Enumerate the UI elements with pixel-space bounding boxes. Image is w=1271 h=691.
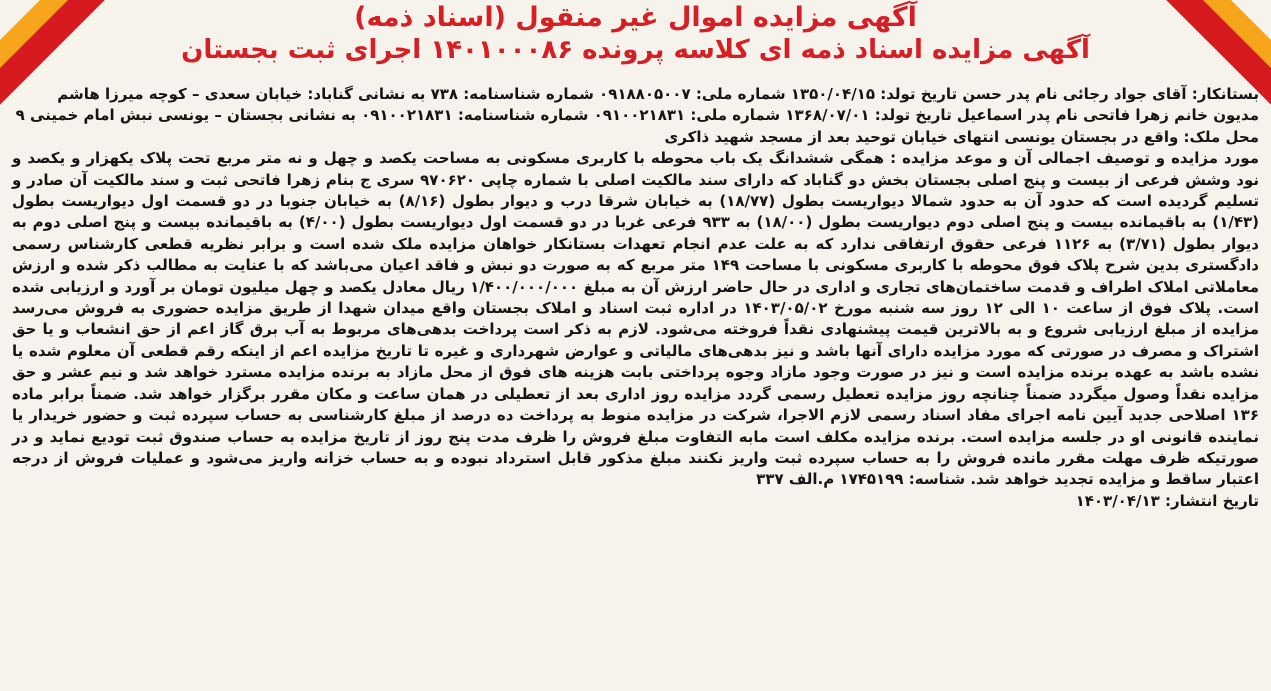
publication-date: تاریخ انتشار: ۱۴۰۳/۰۴/۱۳ [1075,491,1259,510]
notice-body [12,84,1259,683]
auction-description: مورد مزایده و توصیف اجمالی آن و موعد مزایده : همگی ششدانگ یک باب محوطه با کاربری مسکونی به مساحت یکصد و چهل و نه متر مربع تحت پلاک یکهزار و یکصد و نود وشش فرعی از بیست و پنج اصلی بجستان بخش دو گناباد که دارای سند مالکیت اصلی با شماره چاپی ۹۷۰۶۲۰ سری ج بنام زهرا فاتحی ثبت و سند مالکیت آن صادر و تسلیم گردیده است که حدود آن به حدود شمالا دیواریست بطول (۱۸/۷۷) به خیابان شرقا درب و دیوار بطول (۸/۱۶) به خیابان جنوبا در دو قسمت اول دیواریست بطول (۱/۴۳) به باقیمانده بیست و پنج اصلی دوم دیواریست بطول (۱۸/۰۰) به ۹۳۳ فرعی غربا در دو قسمت اول دیواریست بطول (۴/۰۰) به باقیمانده بیست و پنج اصلی دوم به دیوار بطول (۳/۷۱) به ۱۱۲۶ فرعی حقوق ارتفاقی ندارد که به علت عدم انجام تعهدات بستانکار خواهان مزایده ملک شده است و برابر نظریه قطعی کارشناس رسمی دادگستری بدین شرح پلاک فوق محوطه با کاربری مسکونی با مساحت ۱۴۹ متر مربع که به صورت دو نبش و فاقد اعیان می‌باشد که با عنایت به مطالب ذکر شده و ارزش معاملاتی املاک اطراف و قدمت ساختمان‌های تجاری و اداری در حال حاضر ارزش آن به مبلغ ۱/۴۰۰/۰۰۰/۰۰۰ ریال معادل یکصد و چهل میلیون تومان بر آورد و ارزیابی شده است. پلاک فوق از ساعت ۱۰ الی ۱۲ روز سه شنبه مورخ ۱۴۰۳/۰۵/۰۲ در اداره ثبت اسناد و املاک بجستان واقع میدان شهدا از طریق مزایده حضوری به فروش می‌رسد مزایده از مبلغ ارزیابی شروع و به بالاترین قیمت پیشنهادی نقداً فروخته می‌شود. لازم به ذکر است پرداخت بدهی‌های مربوط به آب برق گاز اعم از حق انشعاب و یا حق اشتراک و مصرف در صورتی که مورد مزایده دارای آنها باشد و نیز بدهی‌های مالیاتی و عوارض شهرداری و غیره تا تاریخ مزایده اعم از اینکه رقم قطعی آن معلوم شده یا نشده باشد به عهده برنده مزایده است و نیز در صورت وجود مازاد وجوه پرداختی بابت هزینه های فوق از محل مازاد به برنده مزایده مسترد خواهد شد و نیم عشر و حق مزایده نقداً وصول میگردد ضمناً چنانچه روز مزایده تعطیل رسمی گردد مزایده روز اداری بعد از تعطیلی در همان ساعت و مکان مقرر برگزار خواهد شد. ضمناً برابر ماده ۱۳۶ اصلاحی جدید آیین نامه اجرای مفاد اسناد رسمی لازم الاجرا، شرکت در مزایده منوط به پرداخت ده درصد از مبلغ کارشناسی به حساب سپرده ثبت و حضور خریدار یا نماینده قانونی او در جلسه مزایده است. برنده مزایده مکلف است مابه التفاوت مبلغ فروش را ظرف مدت پنج روز از تاریخ مزایده به حساب صندوق ثبت تودیع نماید و در صورتیکه ظرف مهلت مقرر مانده فروش را به حساب سپرده ثبت واریز نکنند مبلغ مذکور قابل استرداد نبوده و به حساب خزانه واریز می‌شود و عملیات فروش از درجه اعتبار ساقط و مزایده تجدید خواهد شد. شناسه: ۱۷۴۵۱۹۹ م.الف ۳۳۷ [12,149,1260,489]
notice-subtitle: آگهی مزایده اسناد ذمه ای کلاسه پرونده ۱۴۰۱۰۰۰۸۶ اجرای ثبت بجستان [181,35,1090,65]
notice-header [0,2,1271,66]
notice-title: آگهی مزایده اموال غیر منقول (اسناد ذمه) [354,2,917,33]
debtor-info: مدیون خانم زهرا فاتحی نام پدر اسماعیل تاریخ تولد: ۱۳۶۸/۰۷/۰۱ شماره ملی: ۰۹۱۰۰۲۱۸۳۱ شماره شناسنامه: ۰۹۱۰۰۲۱۸۳۱ به نشانی بجستان – یونسی نبش امام خمینی ۹ [15,106,1259,125]
property-location: محل ملک: واقع در بجستان یونسی انتهای خیابان توحید بعد از مسجد شهید ذاکری [664,127,1259,146]
creditor-info: بستانکار: آقای جواد رجائی نام پدر حسن تاریخ تولد: ۱۳۵۰/۰۴/۱۵ شماره ملی: ۰۹۱۸۸۰۵۰۰۷ شماره شناسنامه: ۷۳۸ به نشانی گناباد: خیابان سعدی – کوچه میرزا هاشم [57,85,1259,103]
